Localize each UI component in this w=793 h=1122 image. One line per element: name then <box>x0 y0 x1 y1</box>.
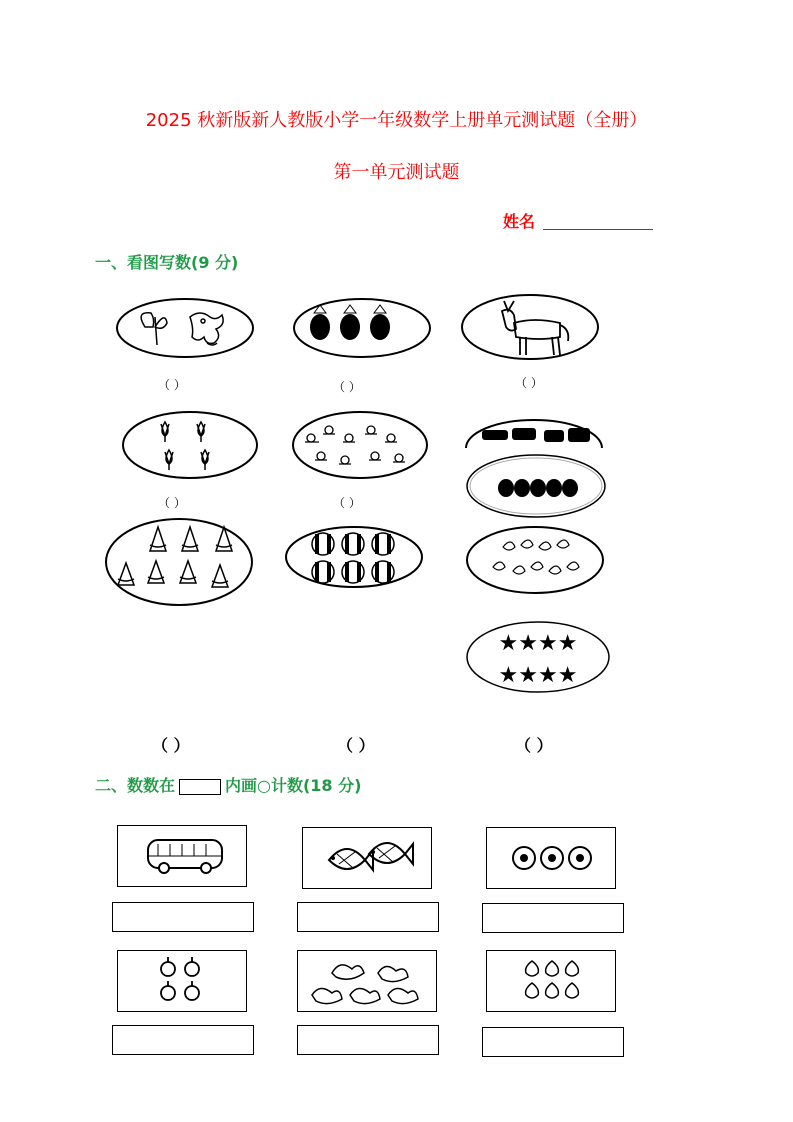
striped-ball-icon <box>312 533 394 583</box>
peach-icon <box>487 951 615 1011</box>
inline-blank-box <box>179 779 221 795</box>
answer-blank-4[interactable]: （ ） <box>158 496 186 510</box>
page-title: 2025 秋新版新人教版小学一年级数学上册单元测试题（全册） <box>145 110 648 131</box>
people-icon <box>482 428 590 442</box>
answer-blank-7[interactable]: （ ） <box>337 736 375 755</box>
picture-box-flowers <box>486 827 616 889</box>
fish-icon <box>303 828 431 888</box>
oval-hats <box>104 517 254 607</box>
section1-heading: 一、看图写数(9 分) <box>95 253 239 272</box>
picture-box-bus <box>117 825 247 887</box>
apple-icon <box>118 951 246 1011</box>
oval-bees <box>465 453 607 519</box>
rooster-icon <box>298 951 436 1011</box>
donkey-icon <box>502 301 568 355</box>
bus-icon <box>118 826 246 886</box>
picture-box-fish <box>302 827 432 889</box>
oval-butterflies <box>115 297 255 359</box>
answer-blank-8[interactable]: （ ） <box>515 736 553 755</box>
dragon-icon <box>190 313 223 345</box>
name-label: 姓名 <box>503 212 536 231</box>
picture-box-peaches <box>486 950 616 1012</box>
picture-box-apples <box>117 950 247 1012</box>
butterfly-icon <box>141 313 167 345</box>
oval-donkey <box>460 293 600 361</box>
count-box-6[interactable] <box>482 1027 624 1057</box>
oval-snails <box>291 410 429 480</box>
oval-leaves <box>465 525 605 595</box>
oval-striped-balls <box>284 525 424 589</box>
pineapple-icon <box>310 305 390 340</box>
bee-icon <box>498 479 578 497</box>
count-box-3[interactable] <box>482 903 624 933</box>
count-box-5[interactable] <box>297 1025 439 1055</box>
count-box-2[interactable] <box>297 902 439 932</box>
leaf-icon <box>493 540 579 574</box>
unit-subtitle: 第一单元测试题 <box>333 162 460 183</box>
flower-icon <box>161 422 209 470</box>
answer-blank-3[interactable]: （ ） <box>515 376 543 390</box>
flower-icon <box>487 828 615 888</box>
count-box-4[interactable] <box>112 1025 254 1055</box>
star-icon: ★★★★ <box>498 663 578 688</box>
answer-blank-5[interactable]: （ ） <box>333 496 361 510</box>
oval-pineapples <box>292 297 432 359</box>
name-blank[interactable] <box>543 229 653 230</box>
star-icon: ★★★★ <box>498 631 578 656</box>
hat-icon <box>118 527 232 587</box>
oval-stars <box>465 620 611 694</box>
snail-icon <box>305 426 405 464</box>
picture-box-roosters <box>297 950 437 1012</box>
oval-flowers <box>121 410 259 480</box>
answer-blank-2[interactable]: （ ） <box>333 380 361 394</box>
answer-blank-6[interactable]: （ ） <box>152 736 190 755</box>
oval-people <box>464 410 604 450</box>
count-box-1[interactable] <box>112 902 254 932</box>
section2-heading: 二、数数在 内画○计数(18 分) <box>95 776 362 795</box>
answer-blank-1[interactable]: （ ） <box>158 378 186 392</box>
